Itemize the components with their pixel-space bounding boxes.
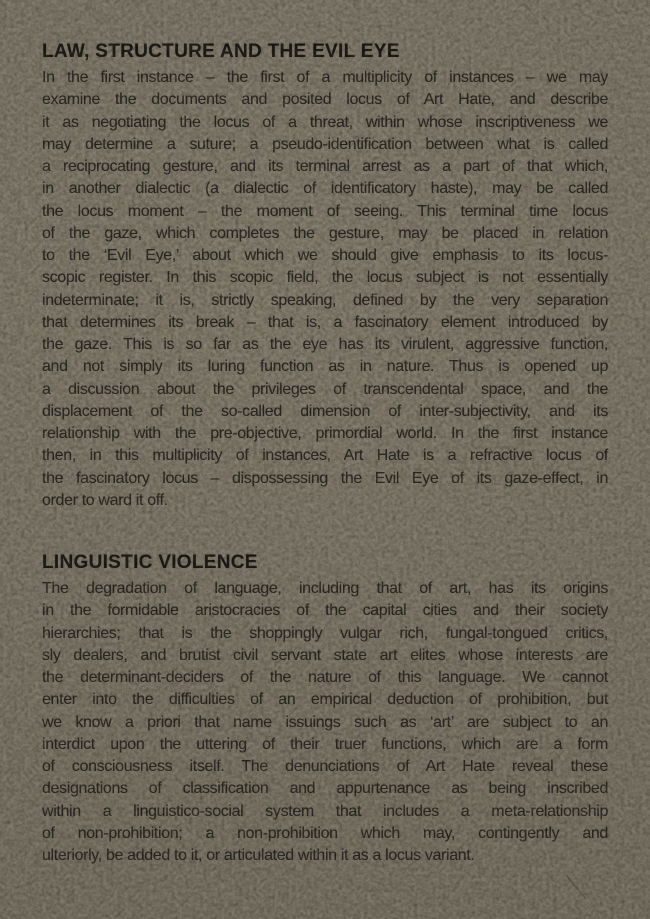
text-line: that determines its break – that is, a fascinatory element introduced by (42, 313, 608, 331)
text-line: the determinant-deciders of the nature of this language. We cannot (42, 669, 608, 686)
text-line: enter into the difficulties of an empirical deduction of prohibition, but (42, 691, 608, 709)
text-line: a reciprocating gesture, and its terminal arrest as a part of that which, (42, 158, 608, 175)
text-line: may determine a suture; a pseudo-identification between what is called (42, 135, 608, 153)
paragraph-linguistic-violence (42, 578, 608, 867)
text-line: in the formidable aristocracies of the capital cities and their society (42, 602, 608, 620)
section-heading-linguistic-violence: LINGUISTIC VIOLENCE (42, 552, 258, 573)
text-line: order to ward it off. (42, 491, 168, 509)
text-line: we know a priori that name issuings such as ‘art’ are subject to an (42, 713, 608, 731)
text-line: the locus moment – the moment of seeing. This terminal time locus (42, 202, 608, 220)
text-line: to the ‘Evil Eye,’ about which we should give emphasis to its locus- (42, 247, 608, 264)
text-line: of the gaze, which completes the gesture, may be placed in relation (42, 224, 608, 242)
text-line: within a linguistico-social system that includes a meta-relationship (42, 802, 608, 820)
text-line: of non-prohibition; a non-prohibition which may, contingently and (42, 824, 608, 842)
section-heading-law-structure-evil-eye: LAW, STRUCTURE AND THE EVIL EYE (42, 41, 400, 62)
text-line: interdict upon the uttering of their truer functions, which are a form (42, 735, 608, 753)
text-line: the fascinatory locus – dispossessing the Evil Eye of its gaze-effect, in (42, 469, 608, 487)
text-line: the gaze. This is so far as the eye has its virulent, aggressive function, (42, 336, 608, 353)
text-line: a discussion about the privileges of transcendental space, and the (42, 380, 608, 398)
text-line: ulteriorly, be added to it, or articulated within it as a locus variant. (42, 847, 475, 864)
text-line: scopic register. In this scopic field, the locus subject is not essentially (42, 269, 608, 287)
text-line: and not simply its luring function as in nature. Thus is opened up (42, 358, 608, 376)
text-line: relationship with the pre-objective, primordial world. In the first instance (42, 425, 608, 442)
text-line: in another dialectic (a dialectic of identificatory haste), may be called (42, 180, 608, 198)
text-line: displacement of the so-called dimension of inter-subjectivity, and its (42, 402, 608, 420)
text-line: of consciousness itself. The denunciations of Art Hate reveal these (42, 758, 608, 775)
paragraph-law-structure-evil-eye (42, 67, 608, 512)
text-line: designations of classification and appurtenance as being inscribed (42, 780, 608, 798)
text-line: The degradation of language, including that of art, has its origins (42, 580, 608, 597)
text-line: then, in this multiplicity of instances, Art Hate is a refractive locus of (42, 447, 608, 465)
text-line: it as negotiating the locus of a threat, within whose inscriptiveness we (42, 113, 608, 131)
text-line: examine the documents and posited locus of Art Hate, and describe (42, 91, 608, 109)
text-line: sly dealers, and brutist civil servant state art elites whose interests are (42, 646, 608, 664)
text-line: In the first instance – the first of a multiplicity of instances – we may (42, 69, 608, 86)
text-line: indeterminate; it is, strictly speaking, defined by the very separation (42, 291, 608, 309)
text-line: hierarchies; that is the shoppingly vulgar rich, fungal-tongued critics, (42, 624, 608, 642)
